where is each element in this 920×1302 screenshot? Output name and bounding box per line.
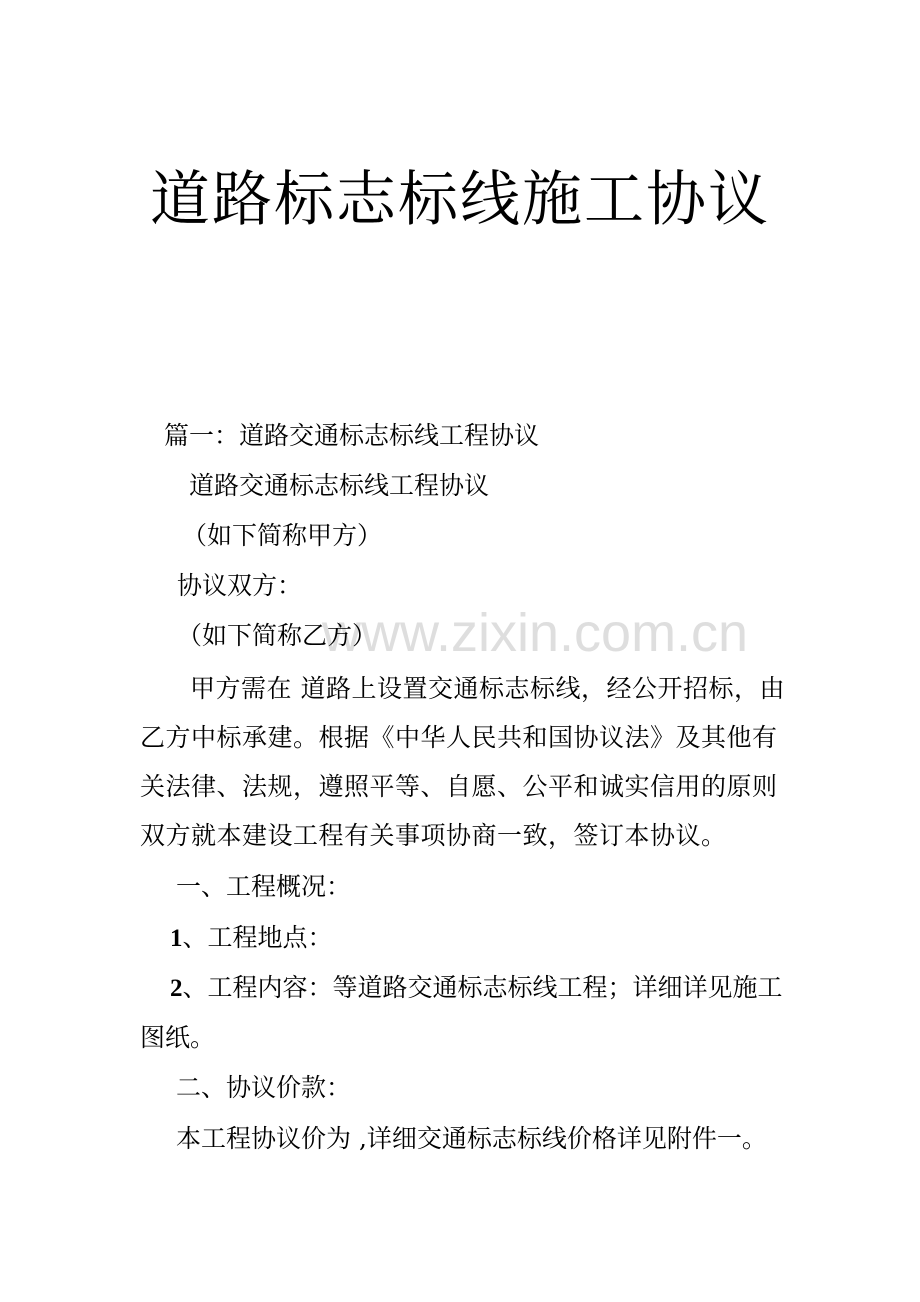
- item1-text: 、工程地点：: [182, 923, 333, 952]
- item1-number: 1: [170, 925, 183, 952]
- party-a-note: （如下简称甲方）: [182, 521, 383, 550]
- parties-label: 协议双方：: [177, 571, 303, 600]
- section2-heading: 二、协议价款：: [176, 1073, 352, 1102]
- intro-paragraph: 甲方需在 道路上设置交通标志标线，经公开招标，由乙方中标承建。根据《中华人民共和国协议法》及其他有关法律、法规，遵照平等、自愿、公平和诚实信用的原则双方就本建设工程有关事项协商一致，签订本协议。: [140, 674, 785, 850]
- sub-title: 道路交通标志标线工程协议: [189, 471, 490, 500]
- watermark: www.zixin.com.cn: [322, 603, 749, 663]
- section1-heading: 一、工程概况：: [176, 872, 352, 901]
- item2-number: 2: [170, 975, 183, 1002]
- section-heading: 篇一：道路交通标志标线工程协议: [164, 421, 540, 450]
- document-title: 道路标志标线施工协议: [150, 165, 770, 235]
- item1: [170, 921, 333, 956]
- item2-text-line2: 图纸。: [140, 1023, 216, 1052]
- price-line: 本工程协议价为 ,详细交通标志标线价格详见附件一。: [176, 1124, 767, 1153]
- item2-text-line1: 、工程内容：等道路交通标志标线工程；详细详见施工: [182, 973, 783, 1002]
- item2: [170, 971, 783, 1006]
- party-b-note: （如下简称乙方）: [177, 621, 378, 650]
